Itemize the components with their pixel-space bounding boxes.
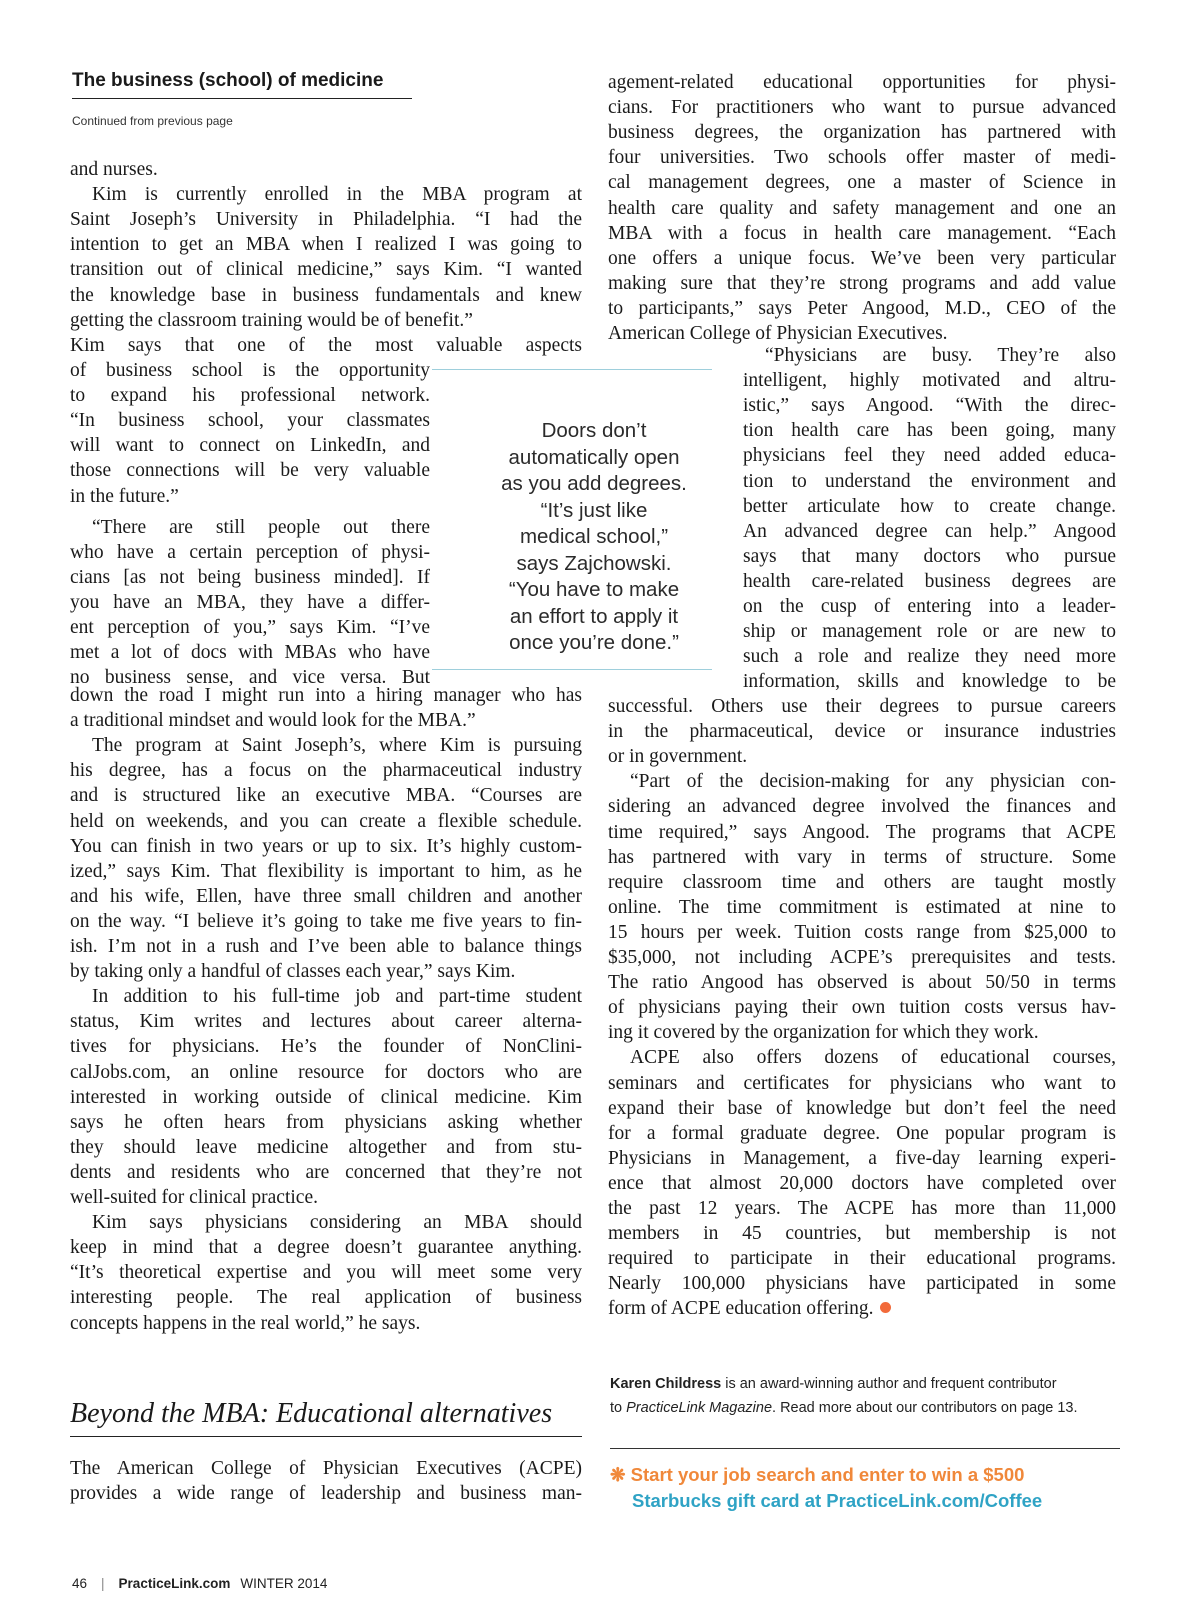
text-line: istic,” says Angood. “With the direc- — [743, 395, 1116, 417]
text-line: required to participate in their educational programs. — [608, 1248, 1116, 1270]
text-line: concepts happens in the real world,” he says. — [70, 1312, 421, 1334]
text-line: “In business school, your classmates — [70, 410, 430, 432]
text-line: interesting people. The real application of business — [70, 1287, 582, 1309]
pullquote-line: once you’re done.” — [509, 631, 679, 654]
text-line: form of ACPE education offering. — [608, 1296, 891, 1321]
page-number: 46 — [72, 1576, 88, 1591]
text-line: and nurses. — [70, 159, 158, 180]
text-line: ence that almost 20,000 doctors have completed over — [608, 1172, 1116, 1194]
text-line: on the cusp of entering into a leader- — [743, 596, 1116, 617]
text-line: has partnered with vary in terms of structure. Some — [608, 846, 1116, 868]
text-line: provides a wide range of leadership and business man- — [70, 1483, 582, 1505]
page-footer — [72, 1576, 327, 1591]
text-line: to participants,” says Peter Angood, M.D., CEO of the — [608, 297, 1116, 319]
text-line: says that many doctors who pursue — [743, 545, 1116, 567]
pullquote-rule-bottom — [432, 669, 712, 670]
pullquote-line: Doors don’t — [541, 419, 647, 442]
text-line: $35,000, not including ACPE’s prerequisites and tests. — [608, 947, 1116, 968]
text-line: “Part of the decision-making for any physician con- — [630, 771, 1116, 793]
text-line: The ratio Angood has observed is about 50/50 in terms — [608, 972, 1116, 994]
pullquote — [476, 418, 712, 657]
text-line: “There are still people out there — [92, 516, 430, 538]
text-line: 15 hours per week. Tuition costs range from $25,000 to — [608, 921, 1116, 943]
text-line: those connections will be very valuable — [70, 460, 430, 482]
text-line: intention to get an MBA when I realized I was going to — [70, 234, 582, 256]
text-line: by taking only a handful of classes each year,” says Kim. — [70, 961, 516, 983]
pullquote-line: says Zajchowski. — [516, 551, 672, 575]
text-line: in the pharmaceutical, device or insurance industries — [608, 721, 1116, 743]
pullquote-rule-top — [432, 369, 712, 370]
text-line: Kim says physicians considering an MBA should — [92, 1212, 582, 1234]
text-line: ing it covered by the organization for which they work. — [608, 1022, 1039, 1044]
text-line: Nearly 100,000 physicians have participated in some — [608, 1273, 1116, 1295]
text-line: calJobs.com, an online resource for doctors who are — [70, 1061, 582, 1083]
text-line: a traditional mindset and would look for the MBA.” — [70, 710, 476, 732]
text-line: intelligent, highly motivated and altru- — [743, 370, 1116, 392]
text-line: to expand his professional network. — [70, 385, 430, 407]
footer-site[interactable]: PracticeLink.com — [118, 1576, 231, 1591]
promo-line-1: Start your job search and enter to win a $500 — [630, 1464, 1025, 1485]
bio-text-1: is an award-winning author and frequent contributor — [721, 1376, 1057, 1392]
text-line: tion health care has been going, many — [743, 420, 1116, 442]
text-line: health care quality and safety management and one an — [608, 197, 1116, 219]
bio-text-3: . Read more about our contributors on page 13. — [772, 1400, 1078, 1416]
text-line: making sure that they’re strong programs and add value — [608, 272, 1116, 294]
pullquote-line: “You have to make — [508, 578, 680, 601]
pullquote-line: “It’s just like — [540, 498, 648, 522]
text-line: members in 45 countries, but membership is not — [608, 1223, 1116, 1245]
footer-issue: WINTER 2014 — [240, 1576, 328, 1591]
text-line: ized,” says Kim. That flexibility is important to him, as he — [70, 860, 582, 882]
text-line: ent perception of you,” says Kim. “I’ve — [70, 617, 430, 638]
text-line: who have a certain perception of physi- — [70, 541, 430, 563]
text-line: and his wife, Ellen, have three small children and another — [70, 885, 582, 907]
text-line: of business school is the opportunity — [70, 360, 430, 381]
text-line: dents and residents who are concerned that they’re not — [70, 1161, 582, 1183]
pullquote-line: as you add degrees. — [501, 472, 687, 495]
text-line: The American College of Physician Executives (ACPE) — [70, 1458, 582, 1479]
text-line: well-suited for clinical practice. — [70, 1187, 318, 1208]
text-line: says he often hears from physicians asking whether — [70, 1111, 582, 1133]
asterisk-icon: ❋ — [610, 1464, 626, 1485]
text-line: successful. Others use their degrees to pursue careers — [608, 696, 1116, 717]
text-line: Kim says that one of the most valuable aspects — [70, 334, 582, 356]
text-line: health care-related business degrees are — [743, 570, 1116, 592]
author-name: Karen Childress — [610, 1376, 722, 1392]
bio-text-2: to — [610, 1400, 627, 1416]
text-line: ACPE also offers dozens of educational courses, — [630, 1047, 1116, 1069]
text-line: or in government. — [608, 746, 748, 768]
section-subhead: Beyond the MBA: Educational alternatives — [70, 1398, 582, 1437]
text-line: met a lot of docs with MBAs who have — [70, 642, 430, 664]
text-line: transition out of clinical medicine,” says Kim. “I wanted — [70, 259, 582, 281]
text-line: An advanced degree can help.” Angood — [743, 520, 1116, 542]
magazine-name: PracticeLink Magazine — [626, 1400, 773, 1416]
text-line: of physicians paying their own tuition costs versus hav- — [608, 997, 1116, 1019]
text-line: status, Kim writes and lectures about career alterna- — [70, 1011, 582, 1033]
text-line: You can finish in two years or up to six. It’s highly custom- — [70, 835, 582, 857]
text-line: business degrees, the organization has partnered with — [608, 122, 1116, 144]
text-line: American College of Physician Executives. — [608, 323, 948, 344]
text-line: his degree, has a focus on the pharmaceutical industry — [70, 760, 582, 782]
text-line: The program at Saint Joseph’s, where Kim is pursuing — [92, 735, 582, 757]
text-line: cians. For practitioners who want to pursue advanced — [608, 97, 1116, 119]
text-line: require classroom time and others are taught mostly — [608, 871, 1116, 893]
text-line: the past 12 years. The ACPE has more than 11,000 — [608, 1198, 1116, 1219]
text-line: the knowledge base in business fundamentals and knew — [70, 284, 582, 306]
text-line: Kim is currently enrolled in the MBA program at — [92, 184, 582, 206]
text-line: getting the classroom training would be of benefit.” — [70, 309, 473, 331]
text-line: agement-related educational opportunities for physi- — [608, 72, 1116, 93]
text-line: one offers a unique focus. We’ve been very particular — [608, 247, 1116, 269]
text-line: cal management degrees, one a master of Science in — [608, 172, 1116, 194]
text-line: In addition to his full-time job and part-time student — [92, 986, 582, 1008]
text-line: tion to understand the environment and — [743, 470, 1116, 492]
text-line: no business sense, and vice versa. But — [70, 667, 430, 689]
pullquote-line: medical school,” — [519, 525, 669, 548]
text-line: such a role and realize they need more — [743, 646, 1116, 668]
text-line: physicians feel they need added educa- — [743, 445, 1116, 467]
footer-separator: | — [101, 1576, 105, 1591]
text-line: held on weekends, and you can create a flexible schedule. — [70, 810, 582, 832]
text-line: “It’s theoretical expertise and you will meet some very — [70, 1262, 582, 1284]
continued-note: Continued from previous page — [72, 114, 233, 128]
pullquote-line: an effort to apply it — [509, 604, 679, 628]
end-mark-icon — [880, 1302, 891, 1313]
text-line: sidering an advanced degree involved the finances and — [608, 796, 1116, 818]
text-line: in the future.” — [70, 485, 179, 507]
text-line: on the way. “I believe it’s going to take me five years to fin- — [70, 910, 582, 932]
text-line: ship or management role or are new to — [743, 621, 1116, 643]
text-line: “Physicians are busy. They’re also — [765, 345, 1116, 366]
text-line: Physicians in Management, a five-day learning experi- — [608, 1147, 1116, 1169]
text-line: information, skills and knowledge to be — [743, 671, 1116, 693]
text-line: four universities. Two schools offer master of medi- — [608, 147, 1116, 169]
text-line: expand their base of knowledge but don’t feel the need — [608, 1097, 1116, 1119]
text-line: online. The time commitment is estimated at nine to — [608, 896, 1116, 918]
promo-line-2[interactable]: Starbucks gift card at PracticeLink.com/Coffee — [632, 1490, 1043, 1511]
text-line: ish. I’m not in a rush and I’ve been able to balance things — [70, 936, 582, 957]
text-line: seminars and certificates for physicians who want to — [608, 1072, 1116, 1094]
text-line: better articulate how to create change. — [743, 495, 1116, 517]
text-line: tives for physicians. He’s the founder of NonClini- — [70, 1036, 582, 1058]
text-line: they should leave medicine altogether and from stu- — [70, 1136, 582, 1158]
text-line: and is structured like an executive MBA. “Courses are — [70, 785, 582, 807]
text-line: for a formal graduate degree. One popular program is — [608, 1122, 1116, 1144]
promo-callout — [610, 1462, 1042, 1514]
text-line: time required,” says Angood. The programs that ACPE — [608, 821, 1116, 843]
pullquote-line: automatically open — [508, 445, 680, 469]
text-line: down the road I might run into a hiring manager who has — [70, 685, 582, 706]
text-line: keep in mind that a degree doesn’t guarantee anything. — [70, 1237, 582, 1259]
author-bio — [610, 1372, 1120, 1420]
text-line: will want to connect on LinkedIn, and — [70, 435, 430, 457]
section-title: The business (school) of medicine — [72, 70, 412, 99]
text-line: cians [as not being business minded]. If — [70, 566, 430, 588]
text-line: MBA with a focus in health care management. “Each — [608, 222, 1116, 244]
text-line: you have an MBA, they have a differ- — [70, 591, 430, 613]
bio-divider — [610, 1448, 1120, 1449]
text-line: Saint Joseph’s University in Philadelphia. “I had the — [70, 209, 582, 231]
text-line: interested in working outside of clinical medicine. Kim — [70, 1086, 582, 1108]
